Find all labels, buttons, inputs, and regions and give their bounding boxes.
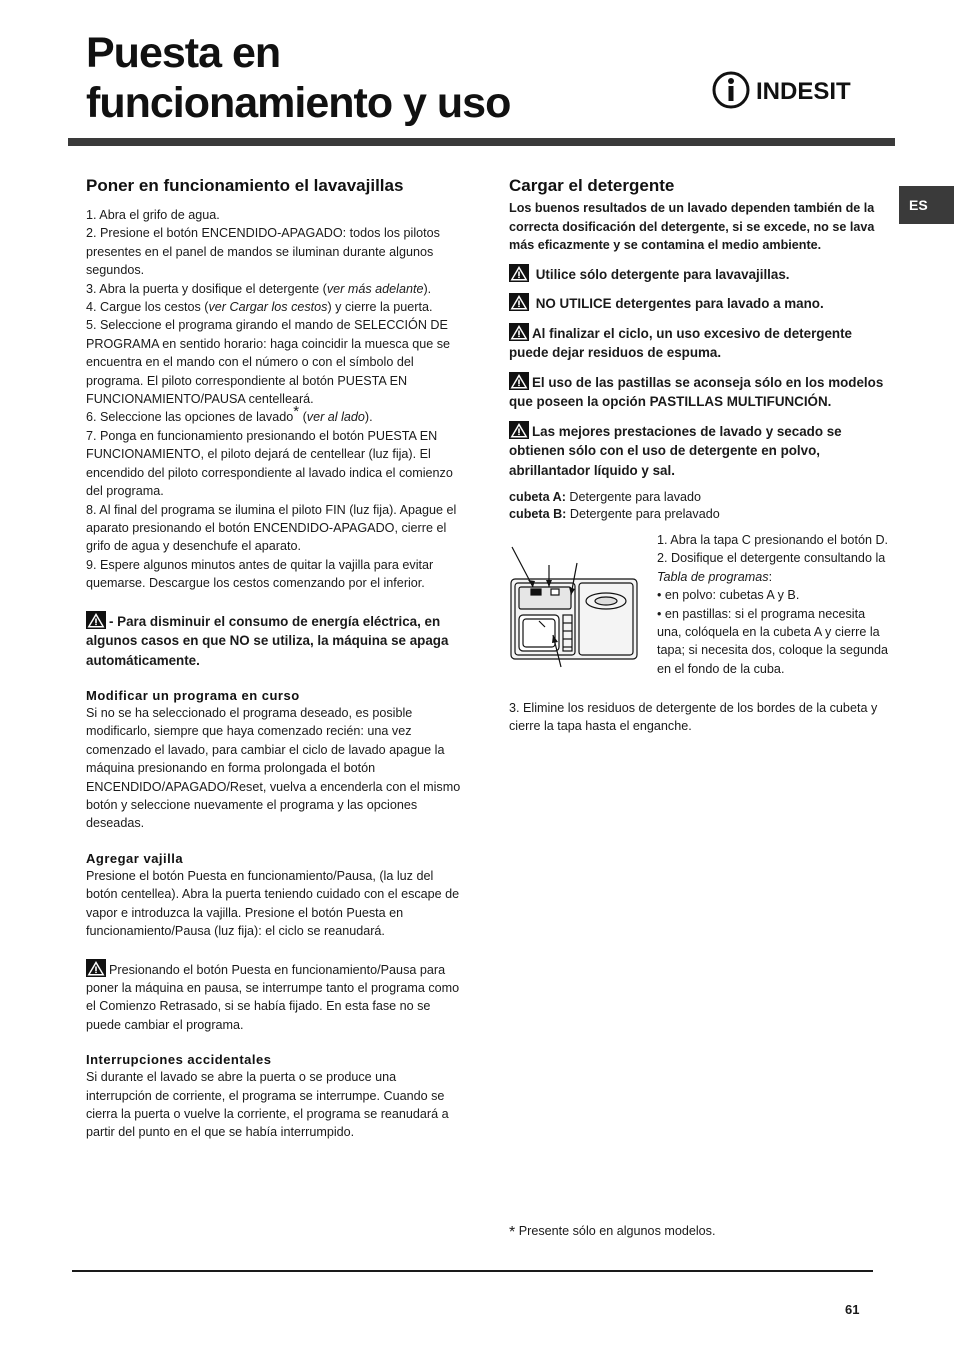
warning-triangle-icon [509,293,529,311]
page-title [86,28,510,128]
right-column [509,176,887,736]
warning-triangle-icon [509,323,529,341]
dispenser-instructions [657,531,889,678]
footer-divider [72,1270,873,1272]
add-dishes-text: Presione el botón Puesta en funcionamiento/Pausa, (la luz del botón centellea). Abra la puerta teniendo cuidado con el escape de vapor e introduzca la vajilla. Presione el botón Puesta en funcionamiento/Pausa (luz fija): el ciclo se reanudará. [86,868,460,939]
warning-triangle-icon [509,421,529,439]
step-8: 8. Al final del programa se ilumina el piloto FIN (luz fija). Apague el aparato presionando el botón ENCENDIDO-APAGADO, cierre el grifo de agua y desenchufe el aparato. [86,502,457,554]
detergent-dispenser-illustration [509,543,641,669]
title-line-2: funcionamiento y uso [86,79,511,127]
pause-warning: Presionando el botón Puesta en funcionamiento/Pausa para poner la máquina en pausa, se interrumpe tanto el programa como el Comienzo Retrasado, si se había fijado. En esta fase no se puede cambiar el programa. [86,959,464,1035]
page-number: 61 [845,1302,860,1317]
detergent-warning-5: Las mejores prestaciones de lavado y secado se obtienen sólo con el uso de detergente en polvo, abrillantador líquido y sal. [509,421,887,481]
dispenser-step-3: 3. Elimine los residuos de detergente de los bordes de la cubeta y cierre la tapa hasta el enganche. [509,701,878,734]
section-heading-start: Poner en funcionamiento el lavavajillas [86,176,404,195]
dispenser-step-2: 2. Dosifique el detergente consultando la Tabla de programas: [657,551,886,584]
indesit-logo [712,70,862,110]
step-7: 7. Ponga en funcionamiento presionando el botón PUESTA EN FUNCIONAMIENTO, el piloto dejará de centellear (luz fija). El encendido del piloto correspondiente al lavado indica el comienzo del programa. [86,428,453,499]
modify-program-text: Si no se ha seleccionado el programa deseado, es posible modificarlo, siempre que haya comenzado recién: una vez comenzado el lavado, para cambiar el ciclo de lavado apague la máquina presionando en forma prolongada el botón ENCENDIDO/APAGADO/Reset, vuelva a encenderla con el mismo botón y seleccione nuevamente el programa y las opciones deseadas. [86,706,461,831]
dispenser-bullet-powder: • en polvo: cubetas A y B. [657,588,800,603]
step-2: 2. Presione el botón ENCENDIDO-APAGADO: todos los pilotos presentes en el panel de mandos se iluminan durante algunos segundos. [86,226,440,278]
dispenser-bullet-tablets: • en pastillas: si el programa necesita una, colóquela en la cubeta A y cierre la tapa; si necesita dos, coloque la segunda en el fondo de la cuba. [657,606,889,676]
warning-triangle-icon [86,959,106,977]
step-4: 4. Cargue los cestos (ver Cargar los cestos) y cierre la puerta. [86,300,433,315]
step-5: 5. Seleccione el programa girando el mando de SELECCIÓN DE PROGRAMA en sentido horario: haga coincidir la muesca que se encuentra en el mando con el número o con el símbolo del programa. El piloto correspondiente al botón PUESTA EN FUNCIONAMIENTO/PAUSA centelleará. [86,318,451,407]
step-9: 9. Espere algunos minutos antes de quitar la vajilla para evitar quemarse. Descargue los cestos comenzando por el inferior. [86,557,434,591]
left-column [86,176,464,1142]
step-3: 3. Abra la puerta y dosifique el detergente (ver más adelante). [86,281,432,296]
section-heading-detergent: Cargar el detergente [509,176,675,195]
footnote: * Presente sólo en algunos modelos. [509,1224,716,1241]
interruptions-text: Si durante el lavado se abre la puerta o se produce una interrupción de corriente, el programa se interrumpe. Cuando se cierra la puerta o vuelve la corriente, el programa se reanudará a partir del punto en el que se había interrumpido. [86,1070,449,1140]
warning-triangle-icon [509,264,529,282]
modify-program-title: Modificar un programa en curso [86,688,300,704]
header-divider [68,138,895,146]
interruptions-title: Interrupciones accidentales [86,1052,272,1068]
language-tab: ES [899,186,954,224]
svg-text:INDESIT: INDESIT [756,78,851,105]
add-dishes-title: Agregar vajilla [86,850,184,866]
energy-warning: - Para disminuir el consumo de energía eléctrica, en algunos casos en que NO se utiliza, la máquina se apaga automáticamente. [86,611,464,671]
step-6: 6. Seleccione las opciones de lavado* (ver al lado). [86,403,373,425]
detergent-warning-3: Al finalizar el ciclo, un uso excesivo de detergente puede dejar residuos de espuma. [509,323,887,363]
cubeta-b: cubeta B: Detergente para prelavado [509,507,720,521]
detergent-warning-1: Utilice sólo detergente para lavavajillas. [509,264,887,285]
warning-triangle-icon [86,611,106,629]
dispenser-step-1: 1. Abra la tapa C presionando el botón D. [657,533,889,547]
step-1: 1. Abra el grifo de agua. [86,208,220,222]
title-line-1: Puesta en [86,29,281,77]
dispenser-figure-block [509,531,887,699]
detergent-intro: Los buenos resultados de un lavado dependen también de la correcta dosificación del detergente, si se excede, no se lava más eficazmente y se contamina el medio ambiente. [509,201,875,252]
detergent-warning-4: El uso de las pastillas se aconseja sólo en los modelos que poseen la opción PASTILLAS MULTIFUNCIÓN. [509,372,887,412]
warning-triangle-icon [509,372,529,390]
detergent-warning-2: NO UTILICE detergentes para lavado a mano. [509,293,887,314]
cubeta-a: cubeta A: Detergente para lavado [509,490,702,504]
